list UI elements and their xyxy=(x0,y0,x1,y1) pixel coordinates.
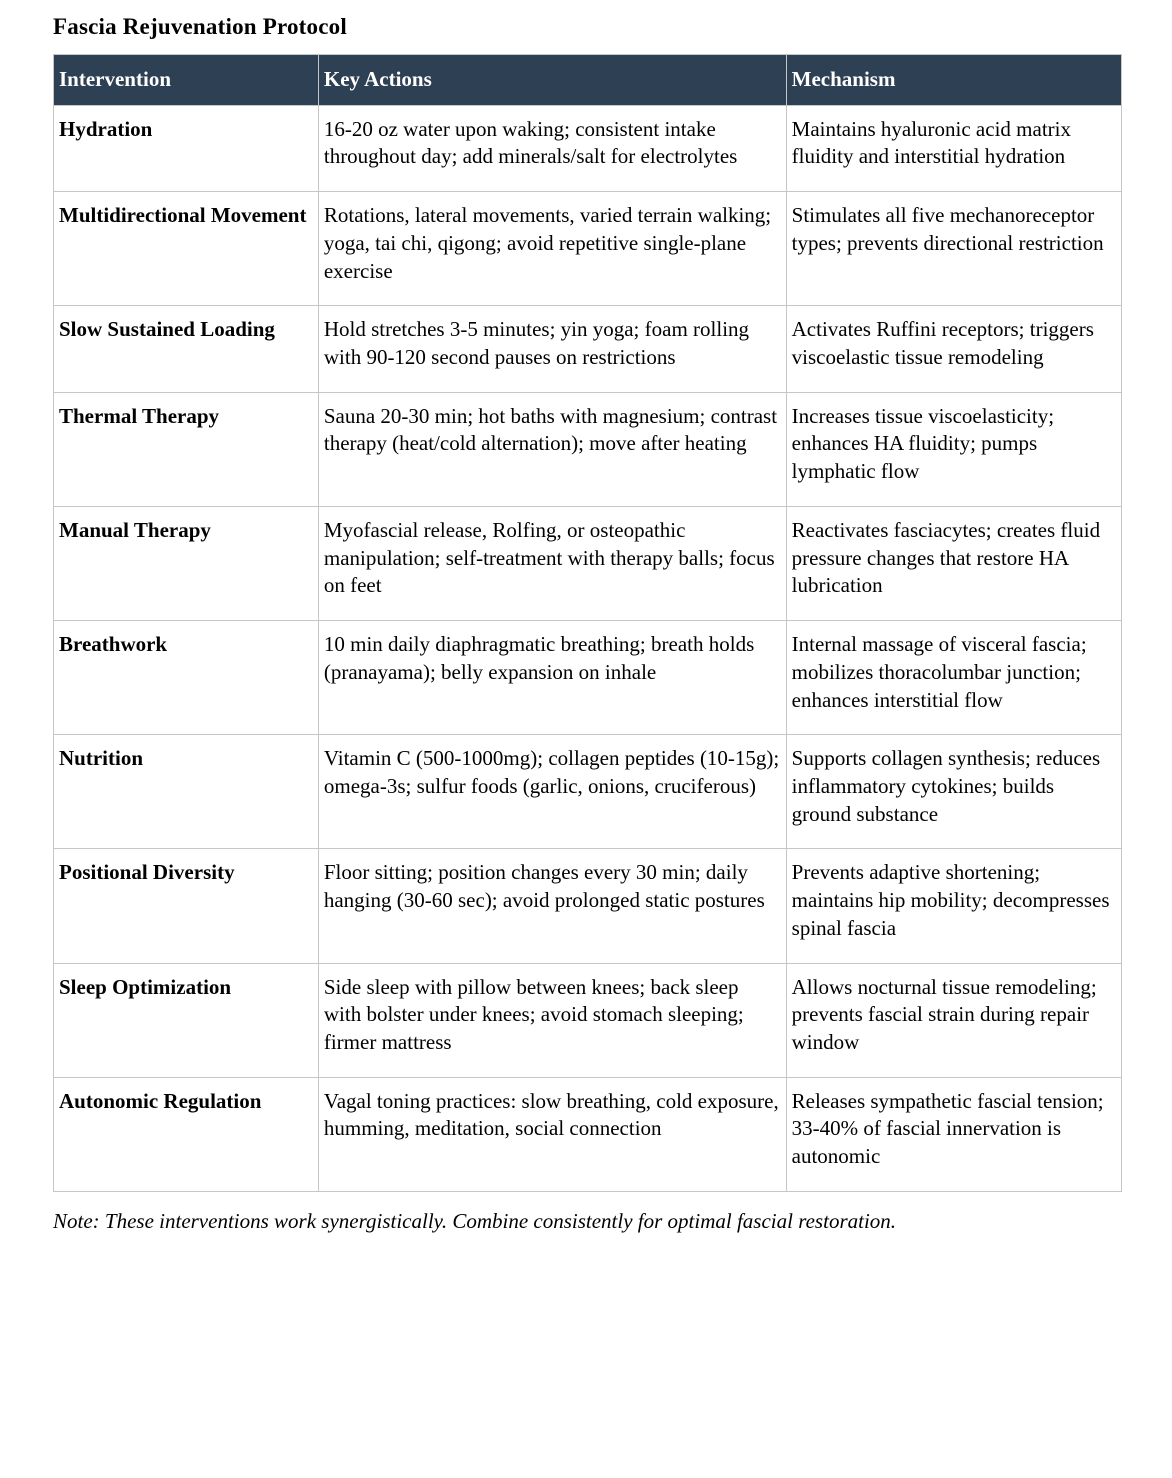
table-row xyxy=(54,192,1122,306)
table-row xyxy=(54,306,1122,392)
cell-intervention: Autonomic Regulation xyxy=(54,1077,319,1191)
cell-mechanism: Activates Ruffini receptors; triggers viscoelastic tissue remodeling xyxy=(786,306,1121,392)
table-row xyxy=(54,1077,1122,1191)
cell-key-actions: 10 min daily diaphragmatic breathing; breath holds (pranayama); belly expansion on inhale xyxy=(318,621,786,735)
table-row xyxy=(54,392,1122,506)
table-row xyxy=(54,735,1122,849)
cell-key-actions: Floor sitting; position changes every 30 min; daily hanging (30-60 sec); avoid prolonged static postures xyxy=(318,849,786,963)
cell-mechanism: Allows nocturnal tissue remodeling; prevents fascial strain during repair window xyxy=(786,963,1121,1077)
table-row xyxy=(54,506,1122,620)
cell-key-actions: Side sleep with pillow between knees; back sleep with bolster under knees; avoid stomach sleeping; firmer mattress xyxy=(318,963,786,1077)
footnote: Note: These interventions work synergistically. Combine consistently for optimal fascial restoration. xyxy=(53,1208,897,1233)
cell-intervention: Slow Sustained Loading xyxy=(54,306,319,392)
cell-intervention: Hydration xyxy=(54,105,319,191)
table-row xyxy=(54,105,1122,191)
header-intervention: Intervention xyxy=(54,55,319,106)
table-body xyxy=(54,105,1122,1191)
cell-key-actions: Myofascial release, Rolfing, or osteopathic manipulation; self-treatment with therapy balls; focus on feet xyxy=(318,506,786,620)
cell-intervention: Sleep Optimization xyxy=(54,963,319,1077)
cell-key-actions: Rotations, lateral movements, varied terrain walking; yoga, tai chi, qigong; avoid repetitive single-plane exercise xyxy=(318,192,786,306)
cell-intervention: Positional Diversity xyxy=(54,849,319,963)
cell-intervention: Nutrition xyxy=(54,735,319,849)
cell-key-actions: Vitamin C (500-1000mg); collagen peptides (10-15g); omega-3s; sulfur foods (garlic, onions, cruciferous) xyxy=(318,735,786,849)
table-row xyxy=(54,963,1122,1077)
cell-mechanism: Reactivates fasciacytes; creates fluid pressure changes that restore HA lubrication xyxy=(786,506,1121,620)
page-title: Fascia Rejuvenation Protocol xyxy=(53,14,347,39)
cell-key-actions: Vagal toning practices: slow breathing, cold exposure, humming, meditation, social connection xyxy=(318,1077,786,1191)
cell-mechanism: Stimulates all five mechanoreceptor types; prevents directional restriction xyxy=(786,192,1121,306)
cell-intervention: Manual Therapy xyxy=(54,506,319,620)
cell-mechanism: Increases tissue viscoelasticity; enhances HA fluidity; pumps lymphatic flow xyxy=(786,392,1121,506)
table-header xyxy=(54,55,1122,106)
cell-intervention: Breathwork xyxy=(54,621,319,735)
cell-key-actions: Sauna 20-30 min; hot baths with magnesium; contrast therapy (heat/cold alternation); move after heating xyxy=(318,392,786,506)
cell-key-actions: Hold stretches 3-5 minutes; yin yoga; foam rolling with 90-120 second pauses on restrictions xyxy=(318,306,786,392)
cell-mechanism: Maintains hyaluronic acid matrix fluidity and interstitial hydration xyxy=(786,105,1121,191)
table-row xyxy=(54,849,1122,963)
header-key-actions: Key Actions xyxy=(318,55,786,106)
header-row xyxy=(54,55,1122,106)
protocol-table xyxy=(53,54,1122,1192)
cell-mechanism: Releases sympathetic fascial tension; 33-40% of fascial innervation is autonomic xyxy=(786,1077,1121,1191)
cell-mechanism: Internal massage of visceral fascia; mobilizes thoracolumbar junction; enhances interstitial flow xyxy=(786,621,1121,735)
cell-mechanism: Prevents adaptive shortening; maintains hip mobility; decompresses spinal fascia xyxy=(786,849,1121,963)
cell-mechanism: Supports collagen synthesis; reduces inflammatory cytokines; builds ground substance xyxy=(786,735,1121,849)
cell-key-actions: 16-20 oz water upon waking; consistent intake throughout day; add minerals/salt for electrolytes xyxy=(318,105,786,191)
header-mechanism: Mechanism xyxy=(786,55,1121,106)
table-row xyxy=(54,621,1122,735)
cell-intervention: Thermal Therapy xyxy=(54,392,319,506)
cell-intervention: Multidirectional Movement xyxy=(54,192,319,306)
